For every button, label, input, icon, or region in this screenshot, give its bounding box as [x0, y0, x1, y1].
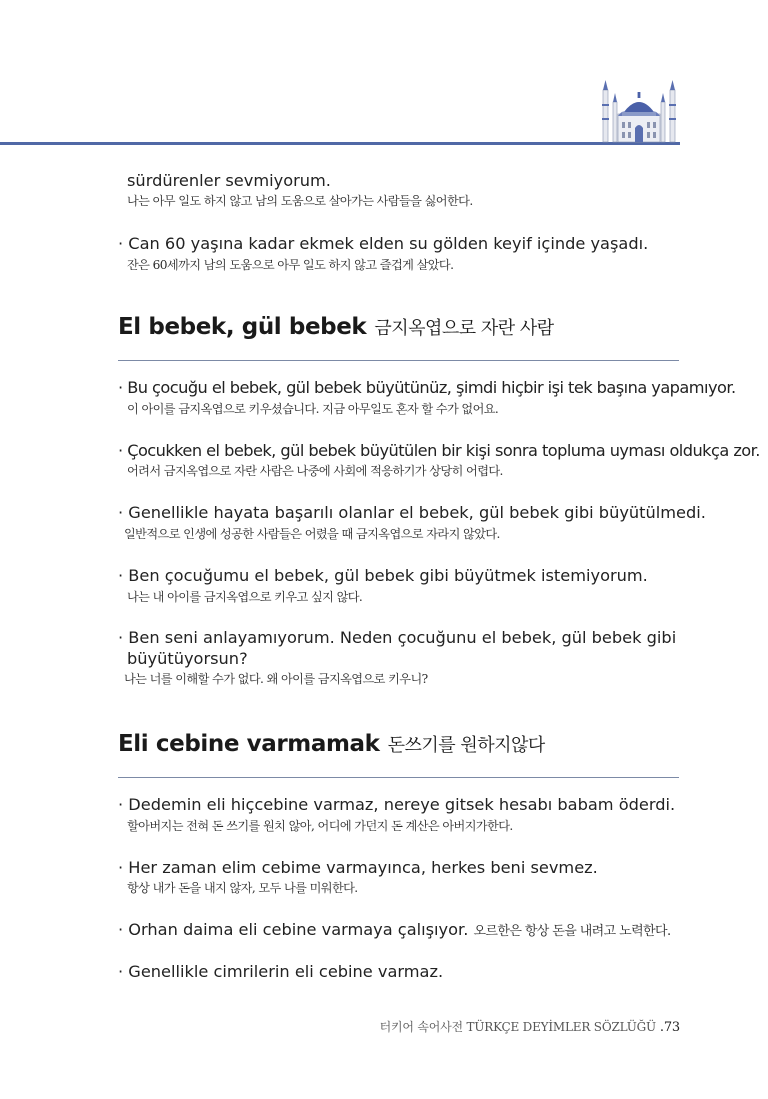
page-footer — [380, 1018, 680, 1035]
example-text-ko: 어려서 금지옥엽으로 자란 사람은 나중에 사회에 적응하기가 상당히 어렵다. — [127, 464, 503, 478]
section-heading — [118, 314, 554, 340]
mosque-icon — [598, 78, 680, 144]
example-line — [118, 920, 671, 939]
example-text-ko: 이 아이를 금지옥엽으로 키우셨습니다. 지금 아무일도 혼자 할 수가 없어요. — [127, 402, 499, 416]
example-text-tr: · Ben çocuğumu el bebek, gül bebek gibi büyütmek istemiyorum. — [118, 566, 648, 585]
idiom-meaning: 금지옥엽으로 자란 사람 — [374, 318, 554, 339]
idiom-meaning: 돈쓰기를 원하지않다 — [387, 735, 545, 756]
header-rule — [0, 142, 680, 145]
example-text-ko: 잔은 60세까지 남의 도움으로 아무 일도 하지 않고 즐겁게 살았다. — [127, 258, 454, 272]
example-text-ko: 나는 내 아이를 금지옥엽으로 키우고 싶지 않다. — [127, 590, 363, 604]
example-text-tr: · Orhan daima eli cebine varmaya çalışıyor. — [118, 920, 469, 939]
example-text-tr: büyütüyorsun? — [127, 649, 248, 668]
example-text-ko: 오르한은 항상 돈을 내려고 노력한다. — [473, 924, 671, 939]
example-text-tr: · Çocukken el bebek, gül bebek büyütülen bir kişi sonra topluma uyması oldukça zor. — [118, 441, 760, 460]
example-text-tr: · Dedemin eli hiçcebine varmaz, nereye gitsek hesabı babam öderdi. — [118, 795, 676, 814]
example-text-ko: 할아버지는 전혀 돈 쓰기를 원치 않아, 어디에 가던지 돈 계산은 아버지가한다. — [127, 819, 513, 833]
section-divider — [118, 360, 679, 361]
page-number: .73 — [659, 1020, 680, 1035]
section-divider — [118, 777, 679, 778]
footer-title: 터키어 속어사전 TÜRKÇE DEYİMLER SÖZLÜĞÜ — [379, 1020, 656, 1034]
example-text-ko: 항상 내가 돈을 내지 않자, 모두 나를 미워한다. — [127, 881, 358, 895]
idiom-title: Eli cebine varmamak — [118, 731, 380, 757]
example-text-ko: 나는 너를 이해할 수가 없다. 왜 아이를 금지옥엽으로 키우니? — [124, 672, 428, 686]
example-text-tr: · Ben seni anlayamıyorum. Neden çocuğunu el bebek, gül bebek gibi — [118, 628, 677, 647]
example-text-tr: sürdürenler sevmiyorum. — [127, 171, 331, 190]
example-text-tr: · Bu çocuğu el bebek, gül bebek büyütünüz, şimdi hiçbir işi tek başına yapamıyor. — [118, 378, 736, 397]
example-text-ko: 일반적으로 인생에 성공한 사람들은 어렸을 때 금지옥엽으로 자라지 않았다. — [124, 527, 500, 541]
idiom-title: El bebek, gül bebek — [118, 314, 367, 340]
section-heading — [118, 731, 545, 757]
example-text-tr: · Genellikle hayata başarılı olanlar el bebek, gül bebek gibi büyütülmedi. — [118, 503, 706, 522]
example-text-tr: · Genellikle cimrilerin eli cebine varmaz. — [118, 962, 444, 981]
example-text-tr: · Can 60 yaşına kadar ekmek elden su gölden keyif içinde yaşadı. — [118, 234, 649, 253]
example-text-tr: · Her zaman elim cebime varmayınca, herkes beni sevmez. — [118, 858, 598, 877]
example-text-ko: 나는 아무 일도 하지 않고 남의 도움으로 살아가는 사람들을 싫어한다. — [127, 194, 473, 208]
